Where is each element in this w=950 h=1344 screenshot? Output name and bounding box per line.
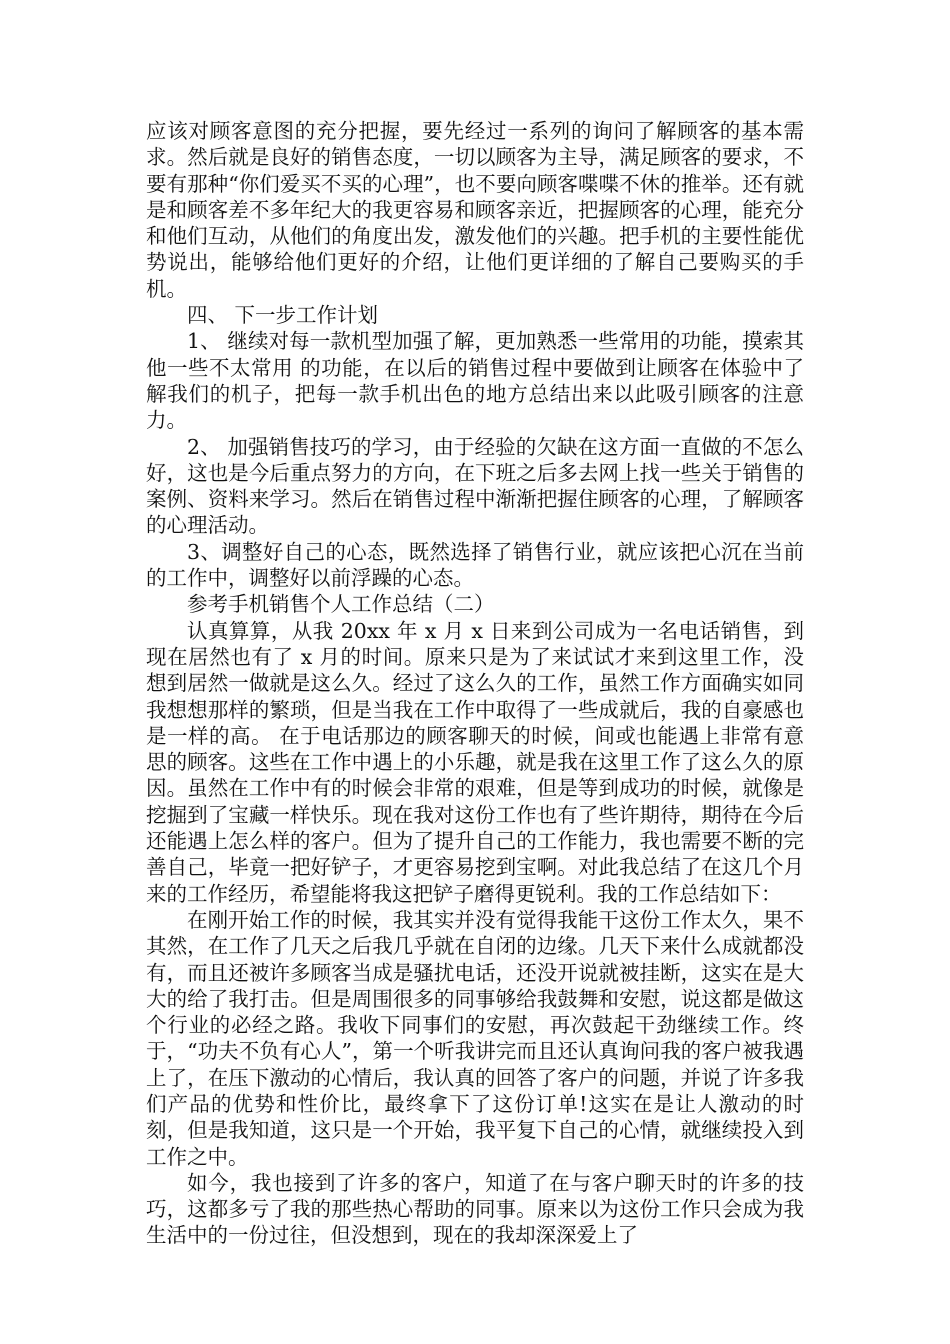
plan-item-2: 2、 加强销售技巧的学习，由于经验的欠缺在这方面一直做的不怎么好，这也是今后重点努力的方向，在下班之后多去网上找一些关于销售的案例、资料来学习。然后在销售过程中渐渐把握住顾客的心理，了解顾客的心理活动。 [146,434,804,538]
article-title-2: 参考手机销售个人工作总结（二） [187,592,495,617]
document-page [146,118,804,1249]
plan-item-1: 1、 继续对每一款机型加强了解，更加熟悉一些常用的功能，摸索其他一些不太常用 的功能，在以后的销售过程中要做到让顾客在体验中了解我们的机子，把每一款手机出色的地方总结出来以此吸引顾客的注意力。 [146,329,804,433]
paragraph-now: 如今，我也接到了许多的客户，知道了在与客户聊天时的许多的技巧，这都多亏了我的那些热心帮助的同事。原来以为这份工作只会成为我生活中的一份过往，但没想到，现在的我却深深爱上了 [146,1170,804,1248]
paragraph-continued: 应该对顾客意图的充分把握，要先经过一系列的询问了解顾客的基本需求。然后就是良好的销售态度，一切以顾客为主导，满足顾客的要求，不要有那种“你们爱买不买的心理”，也不要向顾客喋喋不休的推举。还有就是和顾客差不多年纪大的我更容易和顾客亲近，把握顾客的心理，能充分和他们互动，从他们的角度出发，激发他们的兴趣。把手机的主要性能优势说出，能够给他们更好的介绍，让他们更详细的了解自己要购买的手机。 [146,119,804,301]
plan-item-3: 3、调整好自己的心态，既然选择了销售行业，就应该把心沉在当前的工作中，调整好以前浮躁的心态。 [146,539,804,591]
paragraph-intro: 认真算算，从我 20xx 年 x 月 x 日来到公司成为一名电话销售，到现在居然也有了 x 月的时间。原来只是为了来试试才来到这里工作，没想到居然一做就是这么久。经过了这么久的工作，虽然工作方面确实如同我想想那样的繁琐，但是当我在工作中取得了一些成就后，我的自豪感也是一样的高。 在于电话那边的顾客聊天的时候，间或也能遇上非常有意思的顾客。这些在工作中遇上的小乐趣，就是我在这里工作了这么久的原因。虽然在工作中有的时候会非常的艰难，但是等到成功的时候，就像是挖掘到了宝藏一样快乐。现在我对这份工作也有了些许期待，期待在今后还能遇上怎么样的客户。但为了提升自己的工作能力，我也需要不断的完善自己，毕竟一把好铲子，才更容易挖到宝啊。对此我总结了在这几个月来的工作经历，希望能将我这把铲子磨得更锐利。我的工作总结如下： [146,618,804,906]
section-heading-next-plan: 四、 下一步工作计划 [187,303,379,328]
paragraph-beginning: 在刚开始工作的时候，我其实并没有觉得我能干这份工作太久，果不其然，在工作了几天之后我几乎就在自闭的边缘。几天下来什么成就都没有，而且还被许多顾客当成是骚扰电话，还没开说就被挂断，这实在是大大的给了我打击。但是周围很多的同事够给我鼓舞和安慰，说这都是做这个行业的必经之路。我收下同事们的安慰，再次鼓起干劲继续工作。终于，“功夫不负有心人”，第一个听我讲完而且还认真询问我的客户被我遇上了，在压下激动的心情后，我认真的回答了客户的问题，并说了许多我们产品的优势和性价比，最终拿下了这份订单!这实在是让人激动的时刻，但是我知道，这只是一个开始，我平复下自己的心情，就继续投入到工作之中。 [146,907,804,1169]
